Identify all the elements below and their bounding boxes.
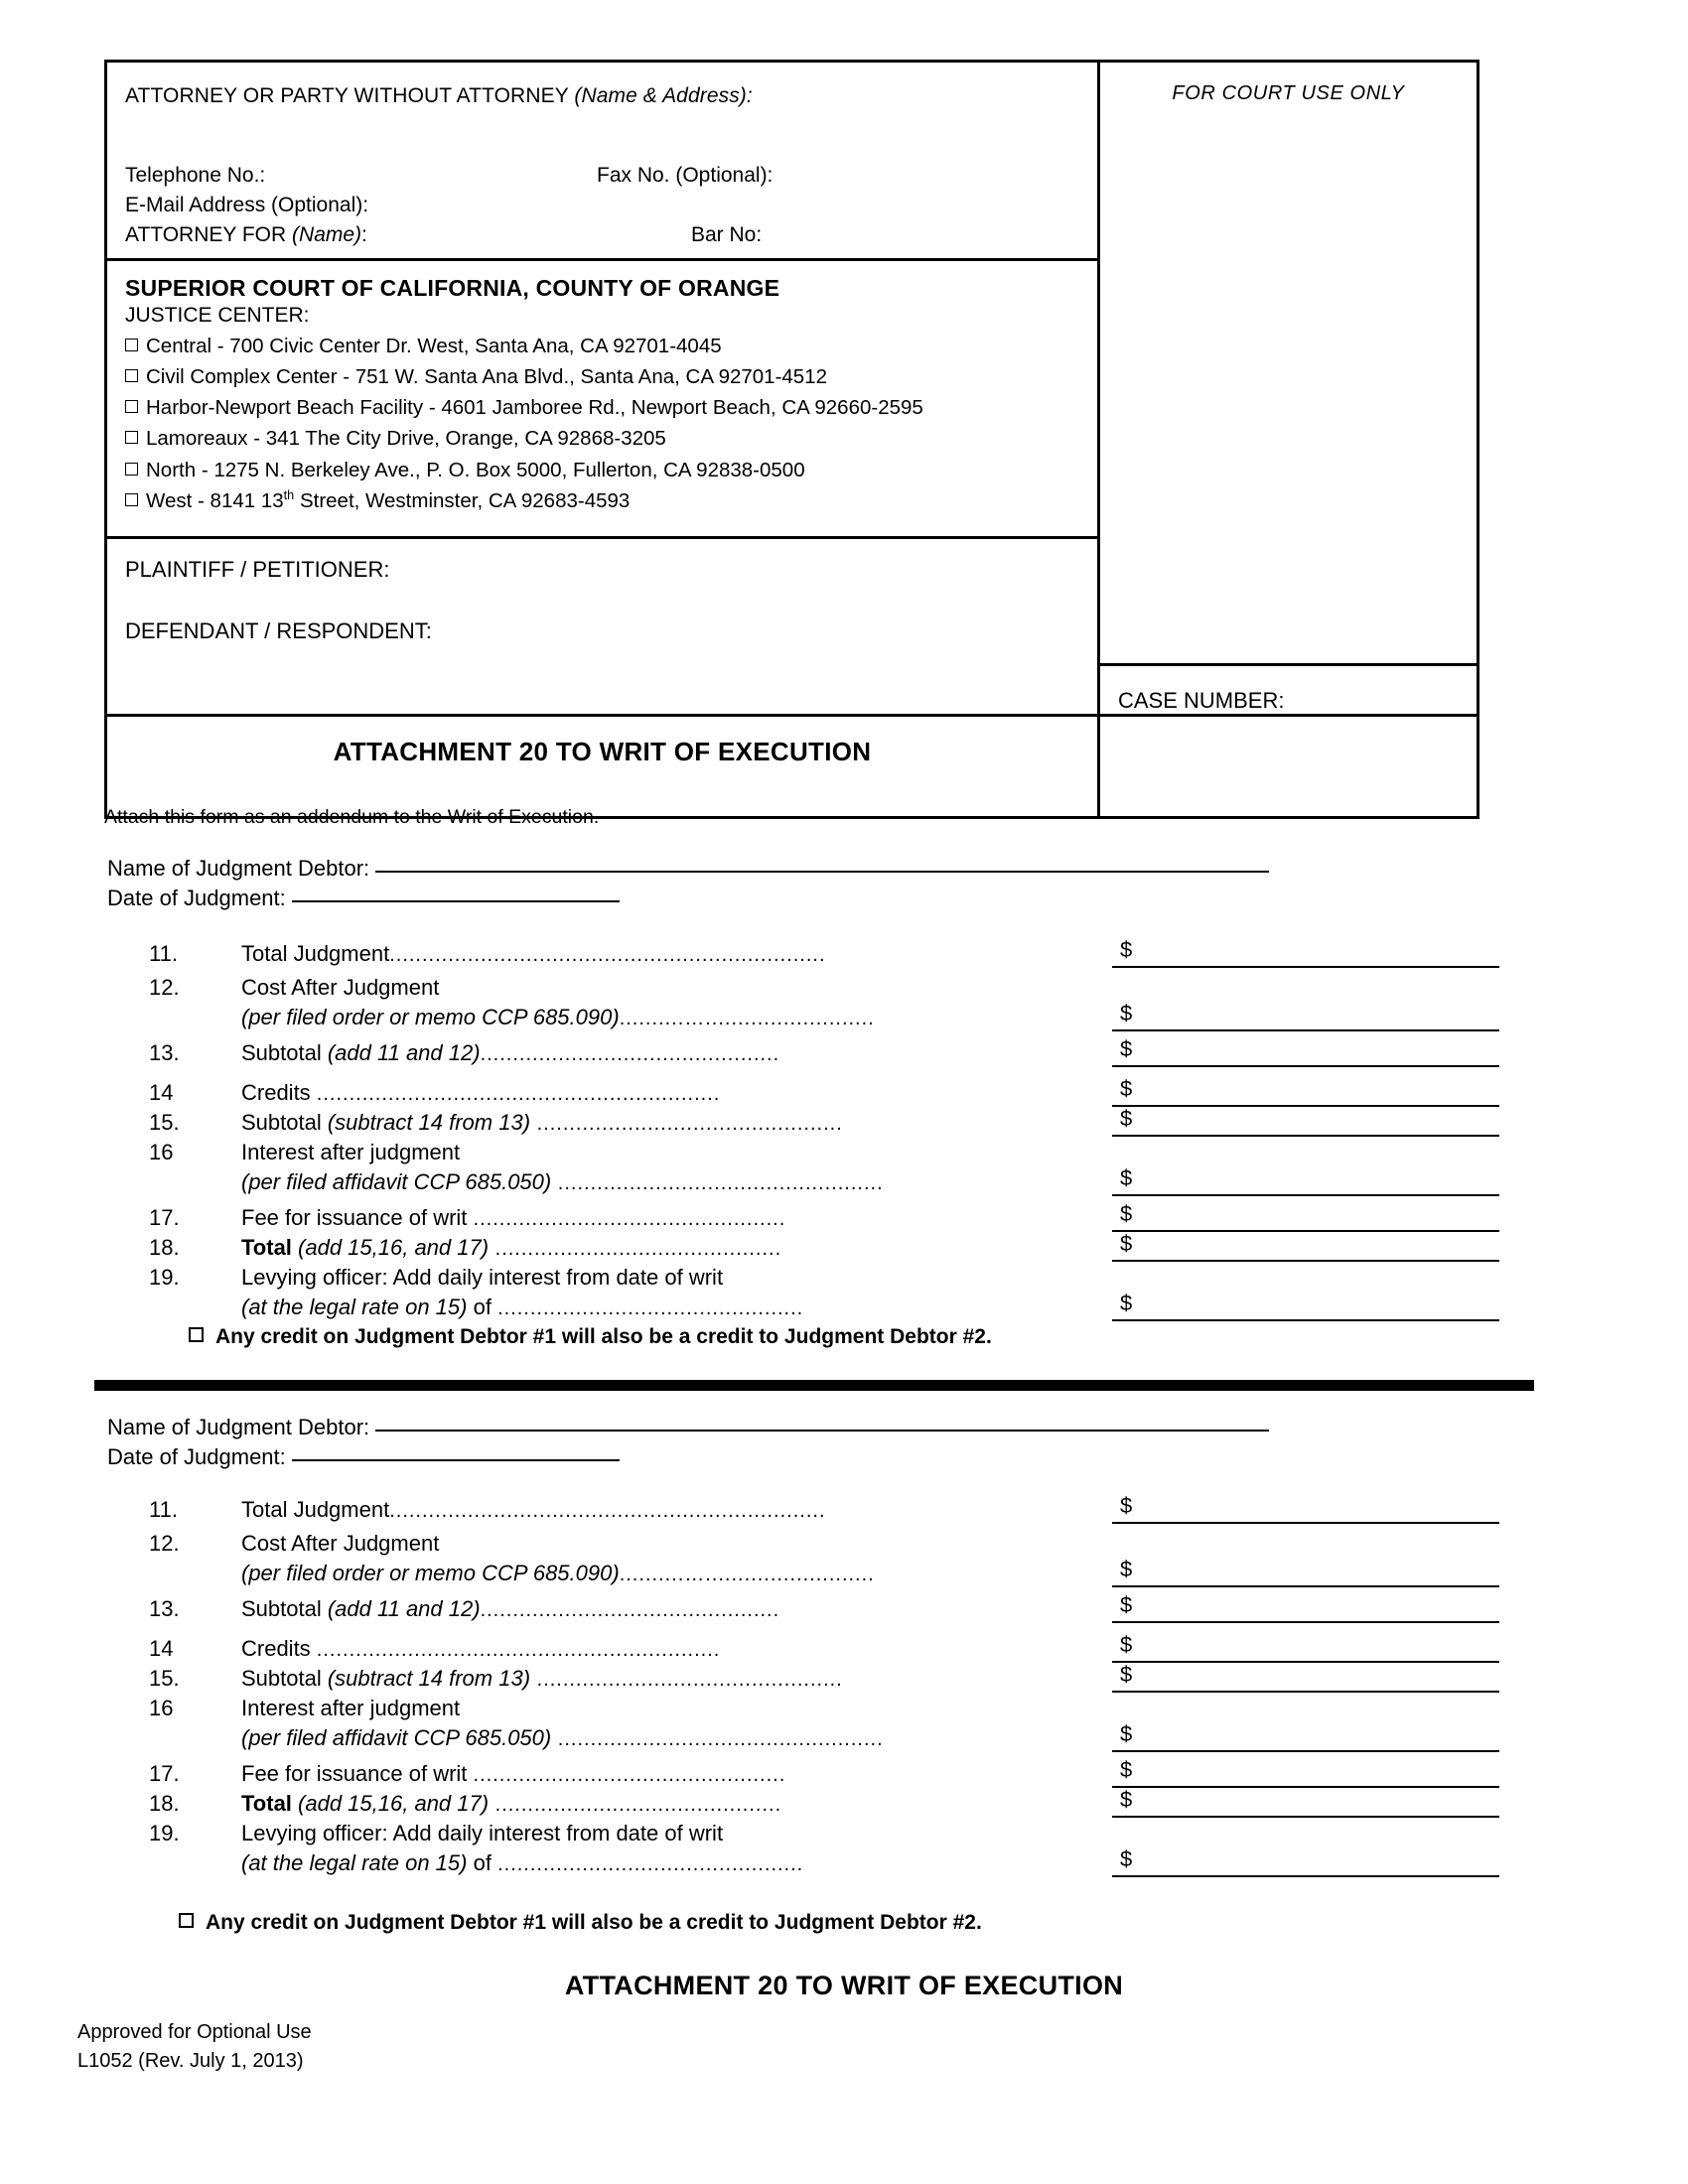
case-number-label: CASE NUMBER: bbox=[1118, 688, 1285, 713]
court-block bbox=[107, 261, 1097, 539]
item-number: 15. bbox=[149, 1110, 180, 1135]
item-number: 12. bbox=[149, 975, 180, 1000]
item-label bbox=[241, 1040, 779, 1066]
attorney-block bbox=[107, 63, 1097, 261]
telephone-row bbox=[125, 161, 1078, 191]
justice-center-label-lamoreaux: Lamoreaux - 341 The City Drive, Orange, CA 92868-3205 bbox=[146, 427, 666, 451]
caption-box bbox=[104, 60, 1479, 819]
item-number: 16 bbox=[149, 1140, 174, 1164]
checkbox-icon[interactable] bbox=[125, 339, 138, 351]
amount-rule[interactable] bbox=[1112, 1522, 1499, 1524]
justice-center-option-central[interactable] bbox=[125, 331, 1097, 361]
debtor-date-label-2: Date of Judgment: bbox=[107, 1444, 286, 1469]
amount-rule[interactable] bbox=[1112, 1585, 1499, 1587]
amount-rule[interactable] bbox=[1112, 966, 1499, 968]
item-label-text: Credits bbox=[241, 1080, 317, 1105]
amount-rule[interactable] bbox=[1112, 1105, 1499, 1107]
debtor-name-row-2 bbox=[107, 1415, 1269, 1440]
telephone-label: Telephone No.: bbox=[125, 164, 266, 187]
item-dots: .............................................. bbox=[480, 1599, 780, 1621]
item-number: 19. bbox=[149, 1821, 180, 1845]
debtor-block-2 bbox=[107, 1415, 1269, 1474]
attorney-label bbox=[125, 84, 1097, 108]
item-label-italic: (add 15,16, and 17) bbox=[298, 1791, 490, 1816]
item-label-italic bbox=[241, 1295, 803, 1320]
debtor-date-input-1[interactable] bbox=[292, 900, 620, 902]
dollar-sign: $ bbox=[1120, 1632, 1133, 1657]
item-label: Cost After Judgment bbox=[241, 975, 440, 1000]
caption-upper bbox=[107, 63, 1477, 714]
form-title: ATTACHMENT 20 TO WRIT OF EXECUTION bbox=[333, 737, 872, 766]
dollar-sign: $ bbox=[1120, 1231, 1133, 1256]
justice-center-label-north: North - 1275 N. Berkeley Ave., P. O. Box 5000, Fullerton, CA 92838-0500 bbox=[146, 458, 805, 481]
dollar-sign: $ bbox=[1120, 1662, 1133, 1687]
checkbox-icon[interactable] bbox=[125, 431, 138, 444]
item-label-italic: (subtract 14 from 13) bbox=[327, 1110, 531, 1135]
checkbox-icon[interactable] bbox=[179, 1913, 194, 1928]
dollar-sign: $ bbox=[1120, 1106, 1133, 1131]
item-dots: .................................................. bbox=[551, 1172, 884, 1194]
item-label bbox=[241, 1235, 781, 1261]
checkbox-icon[interactable] bbox=[125, 493, 138, 506]
debtor-name-label-2: Name of Judgment Debtor: bbox=[107, 1415, 370, 1439]
item-number: 13. bbox=[149, 1596, 180, 1621]
amount-rule[interactable] bbox=[1112, 1260, 1499, 1262]
court-name: SUPERIOR COURT OF CALIFORNIA, COUNTY OF ORANGE bbox=[125, 275, 780, 301]
item-dots: ............................................ bbox=[489, 1794, 782, 1816]
attorney-contact-rows bbox=[125, 161, 1078, 250]
footer-form-info bbox=[77, 2018, 312, 2076]
dollar-sign: $ bbox=[1120, 1757, 1133, 1782]
justice-center-label-civil-complex: Civil Complex Center - 751 W. Santa Ana Blvd., Santa Ana, CA 92701-4512 bbox=[146, 365, 828, 389]
debtor-date-row-2 bbox=[107, 1444, 1269, 1470]
credit-note-1[interactable] bbox=[189, 1325, 992, 1349]
justice-center-option-lamoreaux[interactable] bbox=[125, 423, 1097, 454]
checkbox-icon[interactable] bbox=[125, 369, 138, 382]
item-label-text: Credits bbox=[241, 1636, 317, 1661]
item-dots: .................................................. bbox=[551, 1728, 884, 1750]
item-label bbox=[241, 1666, 843, 1692]
justice-center-option-civil-complex[interactable] bbox=[125, 361, 1097, 392]
amount-rule[interactable] bbox=[1112, 1750, 1499, 1752]
item-dots: .............................................. bbox=[480, 1043, 780, 1065]
item-number: 13. bbox=[149, 1040, 180, 1065]
justice-center-label-central: Central - 700 Civic Center Dr. West, Santa Ana, CA 92701-4045 bbox=[146, 335, 722, 357]
parties-block bbox=[107, 539, 1097, 666]
item-number: 19. bbox=[149, 1265, 180, 1290]
dollar-sign: $ bbox=[1120, 1846, 1133, 1871]
item-label-italic bbox=[241, 1169, 884, 1195]
item-dots: ..........….......................... bbox=[619, 1564, 875, 1585]
footer-form-code: L1052 (Rev. July 1, 2013) bbox=[77, 2050, 304, 2072]
justice-center-option-harbor-newport[interactable] bbox=[125, 392, 1097, 423]
fax-label: Fax No. (Optional): bbox=[597, 164, 774, 187]
item-label bbox=[241, 1596, 779, 1622]
credit-note-label: Any credit on Judgment Debtor #1 will also be a credit to Judgment Debtor #2. bbox=[215, 1325, 992, 1348]
defendant-label: DEFENDANT / RESPONDENT: bbox=[125, 618, 432, 643]
item-dots: ................................................ bbox=[473, 1208, 786, 1230]
item-label-italic: (add 11 and 12) bbox=[327, 1596, 481, 1621]
item-dots: ............................................... bbox=[497, 1297, 804, 1319]
dollar-sign: $ bbox=[1120, 937, 1133, 962]
item-label-italic: (add 15,16, and 17) bbox=[298, 1235, 490, 1260]
dollar-sign: $ bbox=[1120, 1201, 1133, 1226]
item-dots: ................................................ bbox=[473, 1764, 786, 1786]
checkbox-icon[interactable] bbox=[125, 463, 138, 476]
item-label bbox=[241, 1205, 785, 1231]
debtor-name-input-2[interactable] bbox=[375, 1430, 1269, 1432]
item-label: Levying officer: Add daily interest from date of writ bbox=[241, 1265, 724, 1290]
dollar-sign: $ bbox=[1120, 1557, 1133, 1581]
item-number: 12. bbox=[149, 1531, 180, 1556]
caption-title-row bbox=[107, 714, 1477, 816]
dollar-sign: $ bbox=[1120, 1787, 1133, 1812]
amount-rule[interactable] bbox=[1112, 1319, 1499, 1321]
justice-center-label: JUSTICE CENTER: bbox=[125, 304, 310, 327]
amount-rule[interactable] bbox=[1112, 1691, 1499, 1693]
attorney-for-label bbox=[125, 220, 367, 250]
item-label-italic-text: (per filed order or memo CCP 685.090) bbox=[241, 1561, 620, 1585]
credit-note-2[interactable] bbox=[179, 1911, 982, 1935]
case-number-box bbox=[1100, 666, 1477, 714]
justice-center-option-west[interactable] bbox=[125, 485, 1097, 516]
item-dots: ............................................... bbox=[497, 1853, 804, 1875]
item-label-text: Total bbox=[241, 1235, 299, 1260]
item-label bbox=[241, 1080, 720, 1106]
item-dots: ................................................................... bbox=[389, 1500, 826, 1522]
item-number: 14 bbox=[149, 1080, 174, 1105]
amount-rule[interactable] bbox=[1112, 1065, 1499, 1067]
item-label-text: Fee for issuance of writ bbox=[241, 1761, 474, 1786]
item-label: Levying officer: Add daily interest from date of writ bbox=[241, 1821, 724, 1845]
for-court-use-only-label: FOR COURT USE ONLY bbox=[1172, 82, 1405, 104]
item-label-italic: (add 11 and 12) bbox=[327, 1040, 481, 1065]
attorney-label-italic: (Name & Address): bbox=[574, 84, 753, 107]
amount-rule[interactable] bbox=[1112, 1661, 1499, 1663]
item-label: Interest after judgment bbox=[241, 1696, 461, 1720]
justice-center-label-west-post: Street, Westminster, CA 92683-4593 bbox=[294, 488, 631, 512]
checkbox-icon[interactable] bbox=[189, 1327, 204, 1342]
item-label-italic-text: (per filed affidavit CCP 685.050) bbox=[241, 1725, 552, 1750]
item-label-italic-text: (at the legal rate on 15) bbox=[241, 1850, 468, 1875]
debtor-date-input-2[interactable] bbox=[292, 1459, 620, 1461]
item-label: Cost After Judgment bbox=[241, 1531, 440, 1556]
debtor-date-row-1 bbox=[107, 886, 1269, 911]
item-label-italic bbox=[241, 1725, 884, 1751]
item-number: 16 bbox=[149, 1696, 174, 1720]
item-dots: ............................................... bbox=[530, 1113, 843, 1135]
dollar-sign: $ bbox=[1120, 1721, 1133, 1746]
item-dots: .............................................................. bbox=[316, 1083, 721, 1105]
item-dots: ..........….......................... bbox=[619, 1008, 875, 1029]
justice-center-label-west-pre: West - 8141 13 bbox=[146, 488, 284, 512]
item-label bbox=[241, 1497, 826, 1523]
plaintiff-label: PLAINTIFF / PETITIONER: bbox=[125, 557, 390, 582]
item-dots: ............................................... bbox=[530, 1669, 843, 1691]
item-label bbox=[241, 1636, 720, 1662]
item-label-text: Subtotal bbox=[241, 1110, 328, 1135]
amount-rule[interactable] bbox=[1112, 1194, 1499, 1196]
justice-center-option-north[interactable] bbox=[125, 455, 1097, 485]
item-label bbox=[241, 1791, 781, 1817]
item-label-text: Subtotal bbox=[241, 1666, 328, 1691]
attorney-for-colon: : bbox=[361, 223, 367, 246]
checkbox-icon[interactable] bbox=[125, 400, 138, 413]
item-label-text: Total bbox=[241, 1791, 299, 1816]
attorney-label-text: ATTORNEY OR PARTY WITHOUT ATTORNEY bbox=[125, 84, 575, 107]
footer-approved-label: Approved for Optional Use bbox=[77, 2021, 312, 2043]
attorney-for-text: ATTORNEY FOR bbox=[125, 223, 293, 246]
dollar-sign: $ bbox=[1120, 1001, 1133, 1025]
amount-rule[interactable] bbox=[1112, 1230, 1499, 1232]
item-label-text: Total Judgment bbox=[241, 941, 390, 966]
item-number: 14 bbox=[149, 1636, 174, 1661]
item-label-suffix: of bbox=[467, 1850, 498, 1875]
item-label-italic-text: (at the legal rate on 15) bbox=[241, 1295, 468, 1319]
debtor-date-label-1: Date of Judgment: bbox=[107, 886, 286, 910]
caption-right-column bbox=[1100, 63, 1477, 714]
item-label-italic bbox=[241, 1850, 803, 1876]
item-number: 18. bbox=[149, 1791, 180, 1816]
item-label-italic bbox=[241, 1005, 875, 1030]
case-number-value-cell[interactable] bbox=[1100, 717, 1477, 816]
amount-rule[interactable] bbox=[1112, 1875, 1499, 1877]
item-label bbox=[241, 941, 826, 967]
debtor-name-label-1: Name of Judgment Debtor: bbox=[107, 856, 370, 881]
item-label-italic-text: (per filed order or memo CCP 685.090) bbox=[241, 1005, 620, 1029]
justice-center-label-harbor-newport: Harbor-Newport Beach Facility - 4601 Jamboree Rd., Newport Beach, CA 92660-2595 bbox=[146, 396, 923, 420]
item-label-italic: (subtract 14 from 13) bbox=[327, 1666, 531, 1691]
bar-no-label: Bar No: bbox=[691, 223, 763, 246]
for-court-use-only-box bbox=[1100, 63, 1477, 666]
item-dots: .............................................................. bbox=[316, 1639, 721, 1661]
attach-note: Attach this form as an addendum to the Writ of Execution. bbox=[104, 806, 600, 828]
amount-rule[interactable] bbox=[1112, 1029, 1499, 1031]
footer-title: ATTACHMENT 20 TO WRIT OF EXECUTION bbox=[564, 1971, 1124, 2000]
item-label-italic bbox=[241, 1561, 875, 1586]
justice-center-label-west-sup: th bbox=[283, 486, 295, 502]
debtor-name-input-1[interactable] bbox=[375, 871, 1269, 873]
debtor-block-1 bbox=[107, 856, 1269, 915]
item-number: 18. bbox=[149, 1235, 180, 1260]
email-label: E-Mail Address (Optional): bbox=[125, 194, 369, 216]
amount-rule[interactable] bbox=[1112, 1621, 1499, 1623]
item-label-text: Total Judgment bbox=[241, 1497, 390, 1522]
amount-rule[interactable] bbox=[1112, 1135, 1499, 1137]
dollar-sign: $ bbox=[1120, 1076, 1133, 1101]
item-label-text: Fee for issuance of writ bbox=[241, 1205, 474, 1230]
item-label-italic-text: (per filed affidavit CCP 685.050) bbox=[241, 1169, 552, 1194]
amount-rule[interactable] bbox=[1112, 1786, 1499, 1788]
caption-left-column bbox=[107, 63, 1100, 714]
item-label bbox=[241, 1761, 785, 1787]
dollar-sign: $ bbox=[1120, 1036, 1133, 1061]
email-row bbox=[125, 191, 1078, 220]
attorney-for-row bbox=[125, 220, 1078, 250]
amount-rule[interactable] bbox=[1112, 1816, 1499, 1818]
item-number: 11. bbox=[149, 941, 178, 966]
dollar-sign: $ bbox=[1120, 1592, 1133, 1617]
item-label bbox=[241, 1110, 843, 1136]
attorney-for-italic: (Name) bbox=[292, 223, 362, 246]
credit-note-label: Any credit on Judgment Debtor #1 will also be a credit to Judgment Debtor #2. bbox=[206, 1911, 982, 1934]
item-number: 17. bbox=[149, 1205, 180, 1230]
item-label: Interest after judgment bbox=[241, 1140, 461, 1164]
form-title-cell bbox=[107, 717, 1100, 816]
item-dots: ................................................................... bbox=[389, 944, 826, 966]
item-label-text: Subtotal bbox=[241, 1040, 328, 1065]
section-divider bbox=[94, 1380, 1534, 1391]
dollar-sign: $ bbox=[1120, 1165, 1133, 1190]
item-number: 11. bbox=[149, 1497, 178, 1522]
item-label-text: Subtotal bbox=[241, 1596, 328, 1621]
item-number: 15. bbox=[149, 1666, 180, 1691]
item-number: 17. bbox=[149, 1761, 180, 1786]
dollar-sign: $ bbox=[1120, 1291, 1133, 1315]
item-label-suffix: of bbox=[467, 1295, 498, 1319]
dollar-sign: $ bbox=[1120, 1493, 1133, 1518]
item-dots: ............................................ bbox=[489, 1238, 782, 1260]
debtor-name-row-1 bbox=[107, 856, 1269, 882]
